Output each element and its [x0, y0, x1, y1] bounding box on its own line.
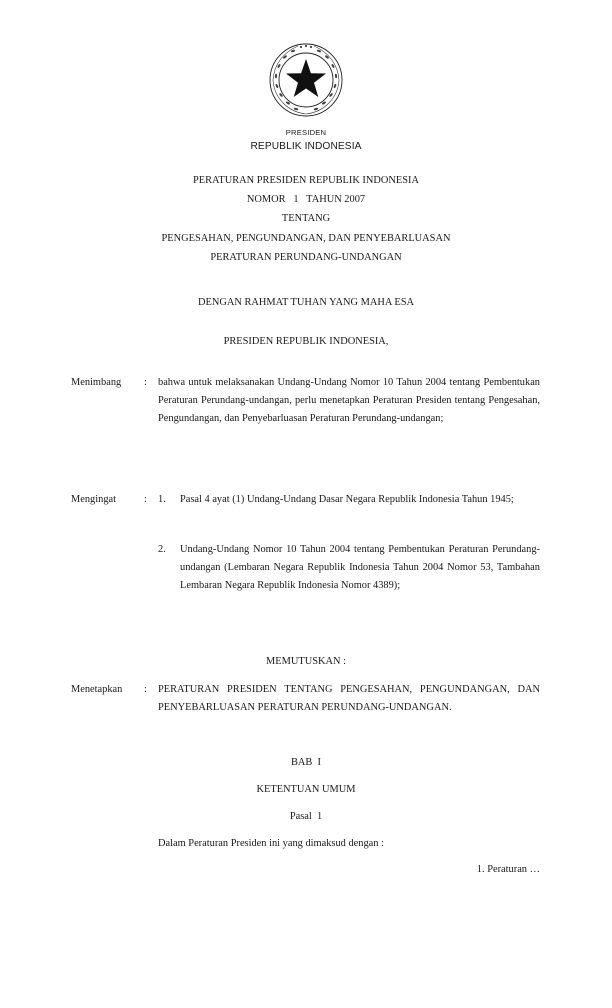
- memutuskan-heading: MEMUTUSKAN :: [266, 656, 346, 667]
- bab-title: KETENTUAN UMUM: [256, 784, 356, 795]
- menetapkan-label: Menetapkan: [71, 684, 123, 695]
- pasal-heading: Pasal 1: [289, 811, 323, 822]
- menimbang-label: Menimbang: [71, 377, 122, 388]
- title-line-1: PERATURAN PRESIDEN REPUBLIK INDONESIA: [192, 175, 419, 186]
- title-line-5: PERATURAN PERUNDANG-UNDANGAN: [210, 252, 402, 263]
- preamble-grace: DENGAN RAHMAT TUHAN YANG MAHA ESA: [198, 297, 414, 308]
- menimbang-colon: :: [144, 377, 147, 388]
- menimbang-text: bahwa untuk melaksanakan Undang-Undang Nomor 10 Tahun 2004 tentang Pembentukan Peraturan Perundang-undangan, perlu menetapkan Peraturan Presiden tentang Pengesahan, Pengundangan, dan Penyebarluasan Peraturan Perundang-undangan;: [158, 377, 540, 424]
- title-line-3: TENTANG: [281, 213, 331, 224]
- preamble-president: PRESIDEN REPUBLIK INDONESIA,: [223, 336, 389, 347]
- pasal-intro: Dalam Peraturan Presiden ini yang dimaksud dengan :: [158, 838, 384, 849]
- title-line-2: NOMOR 1 TAHUN 2007: [246, 194, 366, 205]
- header-office: PRESIDEN: [285, 128, 327, 137]
- mengingat-item-1-number: 1.: [158, 494, 166, 505]
- mengingat-label: Mengingat: [71, 494, 117, 505]
- menetapkan-text: PERATURAN PRESIDEN TENTANG PENGESAHAN, PENGUNDANGAN, DAN PENYEBARLUASAN PERATURAN PERUNDANG-UNDANGAN.: [158, 684, 540, 713]
- mengingat-item-1-text: Pasal 4 ayat (1) Undang-Undang Dasar Negara Republik Indonesia Tahun 1945;: [180, 494, 514, 505]
- mengingat-item-2-text: Undang-Undang Nomor 10 Tahun 2004 tentang Pembentukan Peraturan Perundang-undangan (Lembaran Negara Republik Indonesia Tahun 2004 Nomor 53, Tambahan Lembaran Negara Republik Indonesia Nomor 4389);: [180, 544, 540, 591]
- header-country: REPUBLIK INDONESIA: [250, 141, 362, 152]
- continuation-marker: 1. Peraturan …: [476, 864, 540, 875]
- title-line-4: PENGESAHAN, PENGUNDANGAN, DAN PENYEBARLUASAN: [161, 233, 451, 244]
- bab-number: BAB I: [290, 757, 322, 768]
- garuda-star-emblem-icon: [268, 42, 344, 118]
- menetapkan-colon: :: [144, 684, 147, 695]
- mengingat-item-2-number: 2.: [158, 544, 166, 555]
- mengingat-colon: :: [144, 494, 147, 505]
